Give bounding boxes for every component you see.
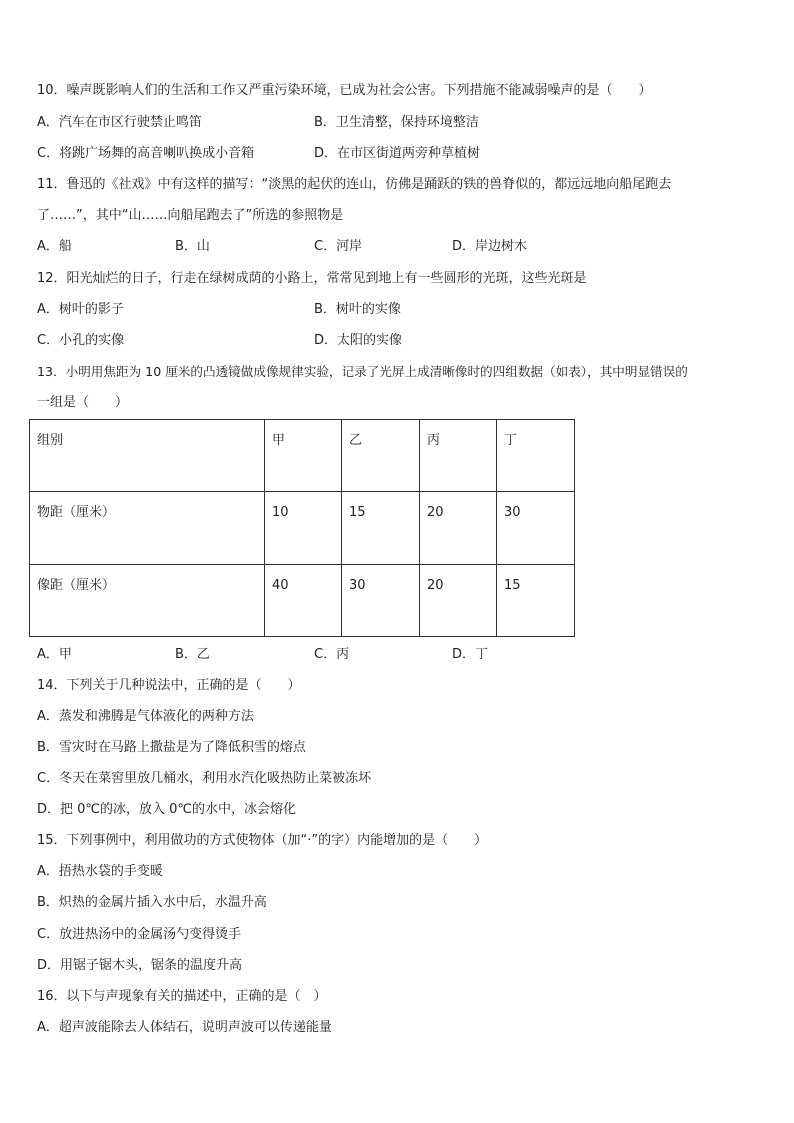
q14-option-c: C．冬天在菜窖里放几桶水，利用水汽化吸热防止菜被冻坏 bbox=[37, 771, 372, 786]
table-cell: 甲 bbox=[265, 420, 342, 492]
table-cell: 15 bbox=[342, 492, 420, 564]
data-table bbox=[29, 419, 575, 637]
table-cell: 10 bbox=[265, 492, 342, 564]
q14-option-a: A．蒸发和沸腾是气体液化的两种方法 bbox=[37, 709, 254, 724]
q15-option-c: C．放进热汤中的金属汤勺变得烫手 bbox=[37, 927, 242, 942]
table-cell: 组别 bbox=[30, 420, 265, 492]
q14-option-b: B．雪灾时在马路上撒盐是为了降低积雪的熔点 bbox=[37, 740, 306, 755]
q13-stem-line2: 一组是（ ） bbox=[37, 395, 129, 410]
q13-stem-line1: 13．小明用焦距为 10 厘米的凸透镜做成像规律实验，记录了光屏上成清晰像时的四组数据（如表），其中明显错误的 bbox=[37, 364, 688, 379]
q13-option-d: D．丁 bbox=[452, 647, 489, 662]
q14-option-d: D．把 0℃的冰，放入 0℃的水中，冰会熔化 bbox=[37, 802, 297, 817]
q11-option-c: C．河岸 bbox=[314, 239, 363, 254]
q15-option-a: A．捂热水袋的手变暖 bbox=[37, 864, 163, 879]
q12-stem: 12．阳光灿烂的日子，行走在绿树成荫的小路上，常常见到地上有一些圆形的光斑，这些光斑是 bbox=[37, 271, 587, 286]
table-cell: 20 bbox=[420, 564, 497, 636]
q11-option-d: D．岸边树木 bbox=[452, 239, 528, 254]
q15-stem: 15．下列事例中，利用做功的方式使物体（加“·”的字）内能增加的是（ ） bbox=[37, 833, 488, 848]
q11-stem-line2: 了……”，其中“山……向船尾跑去了”所选的参照物是 bbox=[37, 208, 344, 223]
table-cell: 丁 bbox=[497, 420, 575, 492]
q10-option-d: D．在市区街道两旁种草植树 bbox=[314, 146, 481, 161]
table-cell: 30 bbox=[342, 564, 420, 636]
q11-stem-line1: 11．鲁迅的《社戏》中有这样的描写：“淡黑的起伏的连山，仿佛是踊跃的铁的兽脊似的，都远远地向船尾跑去 bbox=[37, 177, 672, 192]
table-row bbox=[30, 492, 575, 564]
q12-option-a: A．树叶的影子 bbox=[37, 302, 124, 317]
q12-option-b: B．树叶的实像 bbox=[314, 302, 401, 317]
q13-option-c: C．丙 bbox=[314, 647, 350, 662]
q10-option-b: B．卫生清整，保持环境整洁 bbox=[314, 115, 479, 130]
q13-option-a: A．甲 bbox=[37, 647, 72, 662]
q11-option-a: A．船 bbox=[37, 239, 72, 254]
q11-option-b: B．山 bbox=[175, 239, 210, 254]
q12-option-c: C．小孔的实像 bbox=[37, 333, 125, 348]
q14-stem: 14．下列关于几种说法中，正确的是（ ） bbox=[37, 678, 301, 693]
table-cell: 乙 bbox=[342, 420, 420, 492]
table-cell: 40 bbox=[265, 564, 342, 636]
table-row bbox=[30, 564, 575, 636]
q13-option-b: B．乙 bbox=[175, 647, 210, 662]
q15-option-b: B．炽热的金属片插入水中后，水温升高 bbox=[37, 895, 267, 910]
q10-option-a: A．汽车在市区行驶禁止鸣笛 bbox=[37, 115, 202, 130]
q10-stem: 10．噪声既影响人们的生活和工作又严重污染环境，已成为社会公害。下列措施不能减弱噪声的是（ ） bbox=[37, 83, 652, 98]
table-cell: 20 bbox=[420, 492, 497, 564]
q12-option-d: D．太阳的实像 bbox=[314, 333, 403, 348]
q16-option-a: A．超声波能除去人体结石，说明声波可以传递能量 bbox=[37, 1020, 332, 1035]
q16-stem: 16．以下与声现象有关的描述中，正确的是（ ） bbox=[37, 989, 327, 1004]
table-cell: 15 bbox=[497, 564, 575, 636]
q15-option-d: D．用锯子锯木头，锯条的温度升高 bbox=[37, 958, 243, 973]
table-cell: 物距（厘米） bbox=[30, 492, 265, 564]
table-row bbox=[30, 420, 575, 492]
q10-option-c: C．将跳广场舞的高音喇叭换成小音箱 bbox=[37, 146, 255, 161]
table-cell: 30 bbox=[497, 492, 575, 564]
table-cell: 像距（厘米） bbox=[30, 564, 265, 636]
table-cell: 丙 bbox=[420, 420, 497, 492]
